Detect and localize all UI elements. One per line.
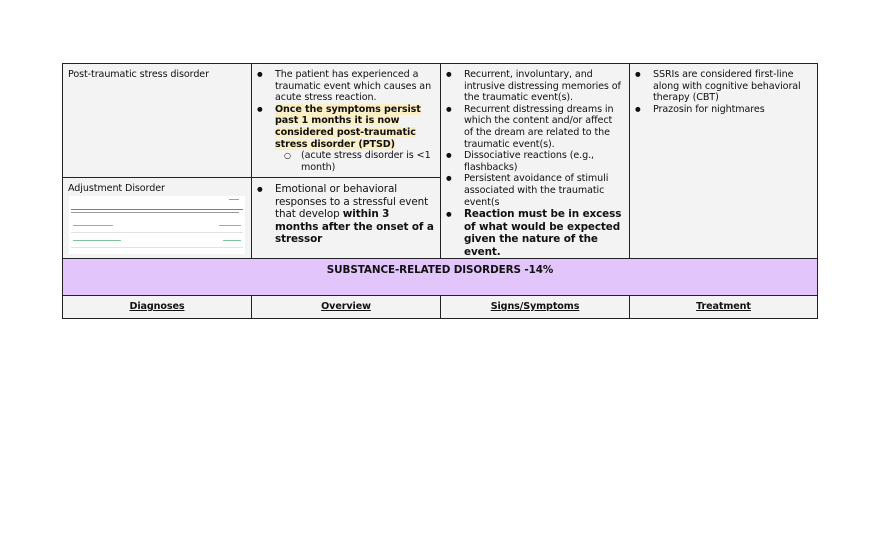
overview-bullet-highlighted: ● Once the symptoms persist past 1 months it is now considered post-traumatic stress disorder (PTSD) (255, 104, 434, 150)
section-title: SUBSTANCE-RELATED DISORDERS -14% (326, 264, 554, 276)
section-title-band (62, 258, 818, 296)
signs-cell-ptsd (440, 63, 630, 259)
sign-item: ● Recurrent distressing dreams in which the content and/or affect of the dream are related to the traumatic event(s). (444, 104, 623, 150)
sign-item: ● Persistent avoidance of stimuli associated with the traumatic event(s (444, 173, 623, 208)
sign-item: ● Recurrent, involuntary, and intrusive distressing memories of the traumatic event(s). (444, 69, 623, 104)
overview-subbullet: ○ (acute stress disorder is <1 month) (255, 150, 434, 173)
header-signs-symptoms: Signs/Symptoms (440, 295, 630, 319)
overview-cell-ptsd (251, 63, 441, 178)
treatment-item: ● Prazosin for nightmares (633, 104, 811, 116)
header-overview: Overview (251, 295, 441, 319)
diagnosis-ptsd: Post-traumatic stress disorder (68, 69, 209, 80)
embedded-screenshot-image (69, 196, 245, 254)
header-treatment: Treatment (629, 295, 818, 319)
treatment-item: ● SSRIs are considered first-line along with cognitive behavioral therapy (CBT) (633, 69, 811, 104)
overview-bullet: ● Emotional or behavioral responses to a stressful event that develop within 3 months after the onset of a stressor (255, 183, 434, 246)
treatment-cell-ptsd (629, 63, 818, 259)
sign-item: ● Reaction must be in excess of what would be expected given the nature of the event. (444, 208, 623, 258)
diagnosis-adjustment: Adjustment Disorder (68, 183, 165, 194)
diagnosis-cell-ptsd (62, 63, 252, 178)
overview-bullet: ● The patient has experienced a traumatic event which causes an acute stress reaction. (255, 69, 434, 104)
overview-cell-adjustment (251, 177, 441, 259)
header-diagnoses: Diagnoses (62, 295, 252, 319)
sign-item: ● Dissociative reactions (e.g., flashbacks) (444, 150, 623, 173)
disorders-table (62, 63, 818, 319)
diagnosis-cell-adjustment (62, 177, 252, 259)
